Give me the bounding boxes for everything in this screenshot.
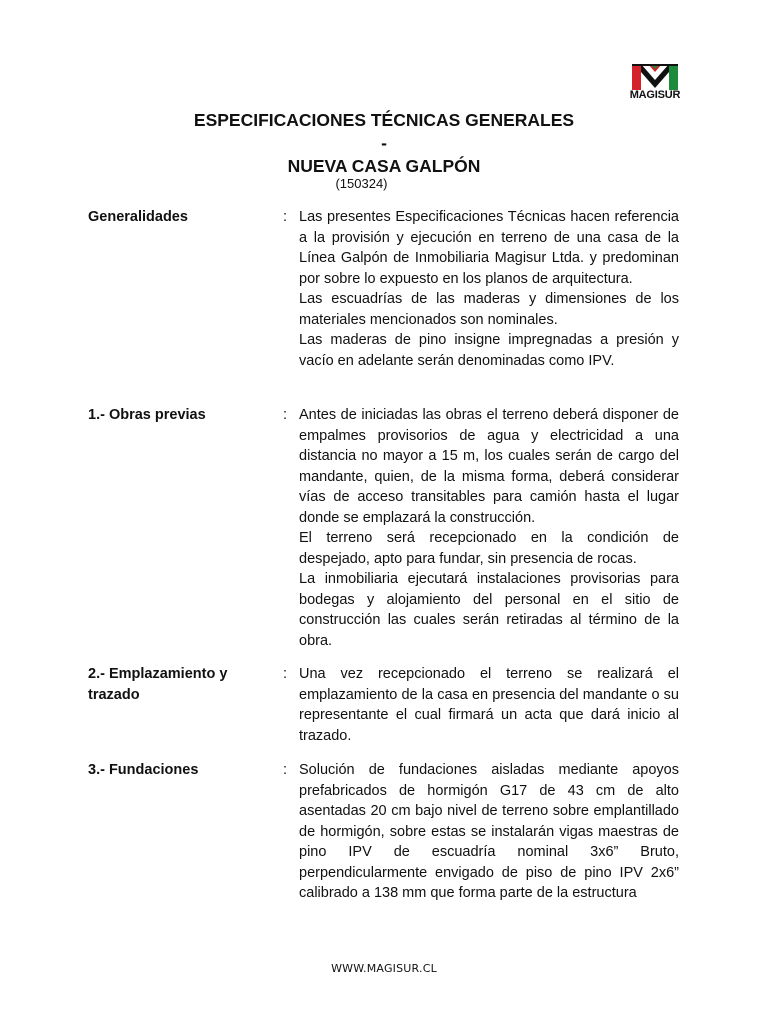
section-body: [299, 405, 679, 651]
section-body: [299, 760, 679, 904]
paragraph: El terreno será recepcionado en la condición de despejado, apto para fundar, sin presencia de rocas.: [299, 530, 679, 567]
document-title: ESPECIFICACIONES TÉCNICAS GENERALES: [193, 110, 575, 130]
footer-website: WWW.MAGISUR.CL: [331, 962, 437, 975]
document-code: (150324): [335, 176, 388, 191]
paragraph: Las maderas de pino insigne impregnadas a presión y vacío en adelante serán denominadas como IPV.: [299, 332, 679, 369]
section-colon: :: [283, 762, 288, 778]
section-label: 3.- Fundaciones: [88, 762, 199, 778]
paragraph: Las escuadrías de las maderas y dimensiones de los materiales mencionados son nominales.: [299, 291, 679, 328]
paragraph: Una vez recepcionado el terreno se realizará el emplazamiento de la casa en presencia del mandante o su representante el cual firmará un acta que dará inicio al trazado.: [299, 666, 679, 744]
section-label: Generalidades: [88, 209, 188, 225]
document-subtitle: NUEVA CASA GALPÓN: [287, 156, 481, 176]
section-colon: :: [283, 666, 288, 682]
section-body: [299, 664, 679, 746]
title-separator: -: [381, 133, 387, 153]
section-colon: :: [283, 209, 288, 225]
paragraph: Las presentes Especificaciones Técnicas hacen referencia a la provisión y ejecución en terreno de una casa de la Línea Galpón de Inmobiliaria Magisur Ltda. y predominan por sobre lo expuesto en los planos de arquitectura.: [299, 209, 679, 287]
section-body: [299, 207, 679, 371]
section-label: 2.- Emplazamiento y trazado: [88, 666, 228, 703]
section-label: 1.- Obras previas: [88, 407, 206, 423]
paragraph: Solución de fundaciones aisladas mediante apoyos prefabricados de hormigón G17 de 43 cm de alto asentadas 20 cm bajo nivel de terreno sobre emplantillado de hormigón, sobre estas se instalarán vigas maestras de pino IPV de escuadría nominal 3x6” Bruto, perpendicularmente envigado de piso de pino IPV 2x6” calibrado a 138 mm que forma parte de la estructura: [299, 762, 679, 901]
section-colon: :: [283, 407, 288, 423]
paragraph: La inmobiliaria ejecutará instalaciones provisorias para bodegas y alojamiento del personal en el sitio de construcción las cuales serán retiradas al término de la obra.: [299, 571, 679, 649]
paragraph: Antes de iniciadas las obras el terreno deberá disponer de empalmes provisorios de agua y electricidad a una distancia no mayor a 15 m, los cuales serán de cargo del mandante, quien, de la misma forma, deberá considerar vías de acceso transitables para camión hasta el lugar donde se emplazará la construcción.: [299, 407, 679, 526]
logo-wordmark: MAGISUR: [629, 89, 681, 101]
